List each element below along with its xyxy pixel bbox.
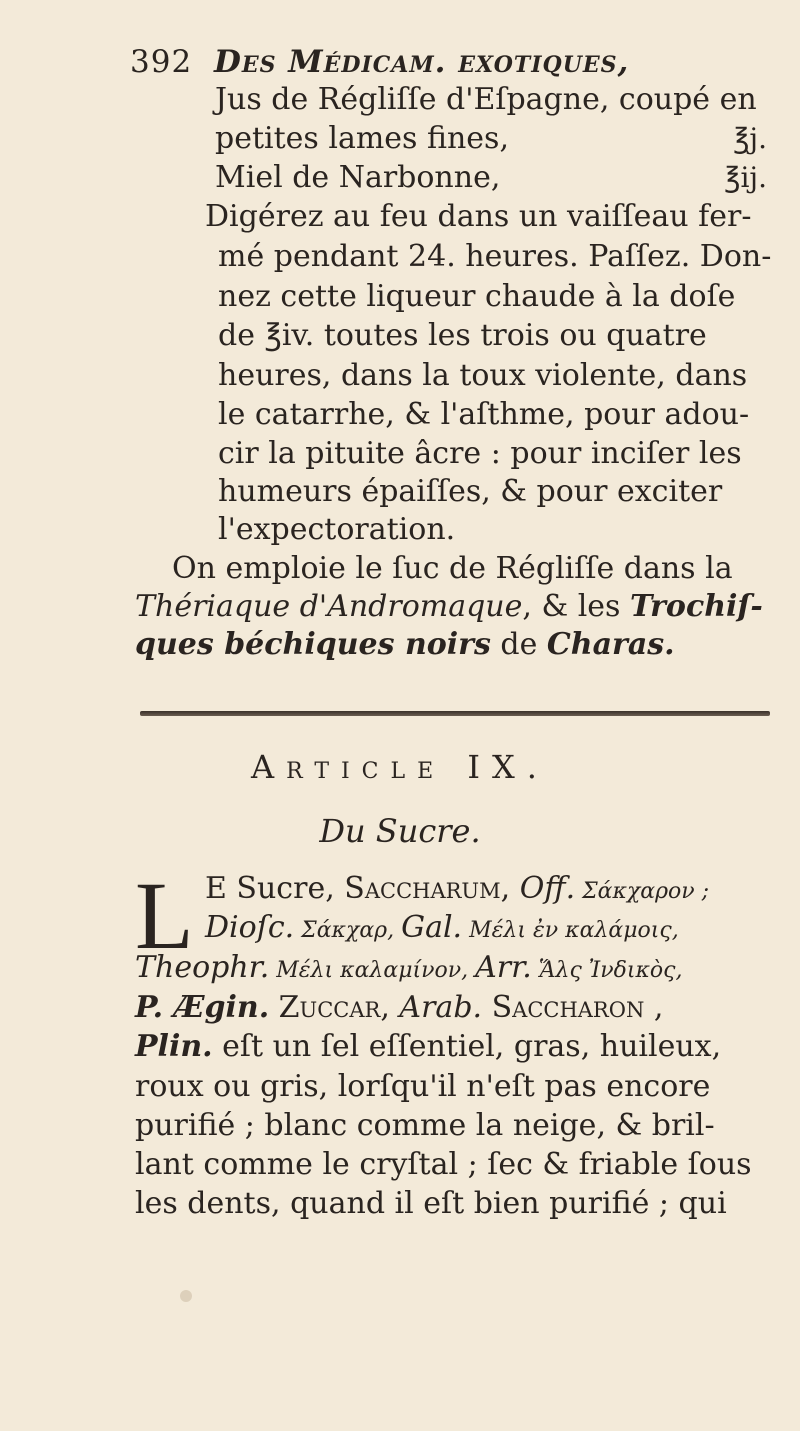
latin-name: Saccharum xyxy=(344,871,501,906)
greek-name: Σάκχαρον ; xyxy=(575,879,710,904)
charas-name: Charas. xyxy=(546,627,675,662)
paragraph-2-text: de xyxy=(490,627,547,662)
entry-line-5 xyxy=(135,1029,721,1065)
greek-name: Μέλι ἐν καλάμοις, xyxy=(462,918,679,943)
paragraph-1-line: humeurs épaiſſes, & pour exciter xyxy=(218,474,723,509)
entry-line-9: les dents, quand il eſt bien purifié ; qui xyxy=(135,1186,727,1221)
paragraph-1-line: Digérez au feu dans un vaiſſeau fer- xyxy=(205,199,752,234)
recipe-line-1: Jus de Régliſſe d'Eſpagne, coupé en xyxy=(215,82,757,117)
paragraph-1-line: nez cette liqueur chaude à la doſe xyxy=(218,279,736,314)
source-abbrev: Gal. xyxy=(401,910,463,945)
running-header xyxy=(130,44,770,80)
trochisques-title-end: ques béchiques noirs xyxy=(135,627,491,662)
paragraph-1-line: le catarrhe, & l'aſthme, pour adou- xyxy=(218,397,750,432)
recipe-item-2-label: Miel de Narbonne, xyxy=(215,160,501,195)
paragraph-1-line: heures, dans la toux violente, dans xyxy=(218,358,748,393)
source-abbrev: Dioſc. xyxy=(205,910,295,945)
paragraph-2-line-3 xyxy=(135,627,675,663)
recipe-item-2 xyxy=(215,160,767,196)
latin-name: Saccharon xyxy=(482,990,645,1025)
greek-name: Μέλι καλαμίνον, xyxy=(269,958,476,983)
source-abbrev: Off. xyxy=(519,871,576,906)
paragraph-1-line: mé pendant 24. heures. Paſſez. Don- xyxy=(218,239,772,274)
entry-line-2 xyxy=(205,910,679,949)
running-title: Des Médicam. exotiques, xyxy=(213,44,630,80)
entry-line-1 xyxy=(205,871,709,910)
entry-text: , xyxy=(500,871,520,906)
entry-text: , xyxy=(380,990,400,1025)
greek-name: Σάκχαρ, xyxy=(294,918,402,943)
recipe-item-1-label: petites lames fines, xyxy=(215,121,509,156)
entry-line-8: lant comme le cryſtal ; ſec & friable ſous xyxy=(135,1147,752,1182)
paragraph-2-line-2 xyxy=(135,589,763,625)
theriaque-title: Thériaque d'Andromaque xyxy=(135,589,523,624)
drop-cap: L xyxy=(135,862,194,969)
section-divider xyxy=(140,711,770,716)
entry-line-7: purifié ; blanc comme la neige, & bril- xyxy=(135,1108,715,1143)
source-abbrev: P. Ægin. xyxy=(135,990,270,1025)
article-heading: Article IX. xyxy=(251,748,549,786)
entry-line-3 xyxy=(135,950,682,989)
arabic-name: Zuccar xyxy=(269,990,381,1025)
entry-text: eſt un ſel eſſentiel, gras, huileux, xyxy=(212,1029,722,1064)
source-abbrev: Arr. xyxy=(475,950,532,985)
paragraph-1-line: cir la pituite âcre : pour inciſer les xyxy=(218,436,742,471)
entry-line-6: roux ou gris, lorſqu'il n'eſt pas encore xyxy=(135,1069,711,1104)
paragraph-2-line-1: On emploie le ſuc de Régliſſe dans la xyxy=(172,551,733,586)
entry-text: , xyxy=(644,990,664,1025)
source-abbrev: Plin. xyxy=(135,1029,213,1064)
source-abbrev: Arab. xyxy=(399,990,483,1025)
paper-stain xyxy=(180,1290,192,1302)
paragraph-1-line: de ℥iv. toutes les trois ou quatre xyxy=(218,318,707,353)
entry-line-4 xyxy=(135,990,663,1026)
paragraph-2-text: , & les xyxy=(522,589,630,624)
entry-text: E Sucre, xyxy=(205,871,345,906)
page-number: 392 xyxy=(130,44,193,80)
source-abbrev: Theophr. xyxy=(135,950,270,985)
article-subtitle: Du Sucre. xyxy=(319,812,481,850)
greek-name: Ἅλς Ἰνδικὸς, xyxy=(531,958,683,983)
paragraph-1-line: l'expectoration. xyxy=(218,512,456,547)
recipe-item-1-quantity: ℥j. xyxy=(733,122,767,155)
recipe-item-2-quantity: ℥ij. xyxy=(724,161,767,194)
recipe-item-1 xyxy=(215,121,767,157)
trochisques-title: Trochiſ- xyxy=(629,589,763,624)
